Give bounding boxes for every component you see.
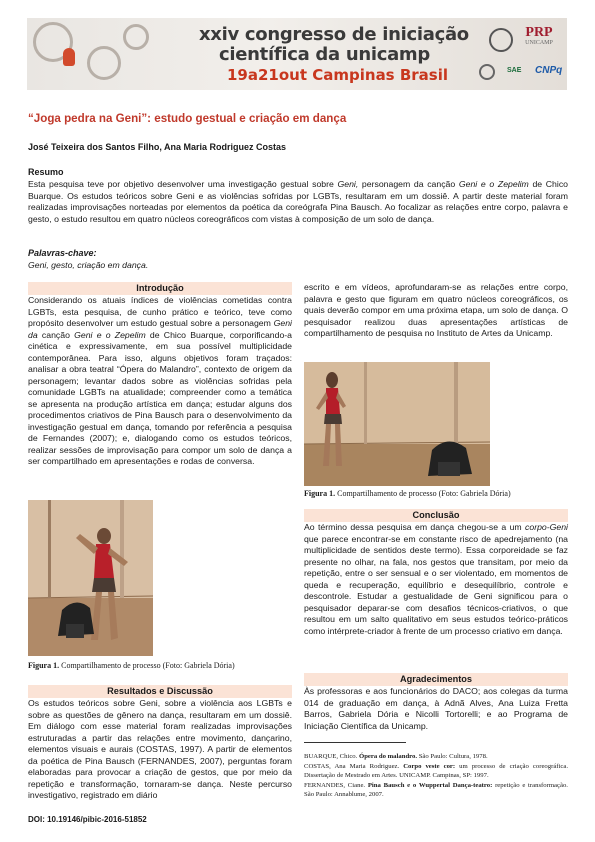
conclusion-heading: Conclusão (304, 509, 568, 522)
figure-caption-left (28, 661, 298, 670)
sae-logo: SAE (507, 67, 522, 74)
prp-logo-sub: UNICAMP (525, 40, 553, 46)
keywords-text: Geni, gesto, criação em dança. (28, 260, 149, 270)
dancer-photo-left (28, 500, 153, 656)
gear-icon (87, 46, 121, 80)
keywords-heading: Palavras-chave: (28, 248, 97, 258)
banner-dates: 19a21out Campinas Brasil (227, 66, 449, 84)
reference-item: BUARQUE, Chico. Ópera do malandro. São Paulo: Cultura, 1978. (304, 753, 488, 760)
reference-item: FERNANDES, Ciane. Pina Bausch e o Wuppertal Dança-teatro: repetição e transformação. São Paulo: Annablume, 2007. (304, 781, 568, 799)
banner-title-line2: científica da unicamp (219, 44, 430, 65)
acknowledgements-heading: Agradecimentos (304, 673, 568, 686)
paper-authors: José Teixeira dos Santos Filho, Ana Maria Rodriguez Costas (28, 142, 287, 152)
figure-caption-text: Compartilhamento de processo (Foto: Gabriela Dória) (335, 489, 511, 498)
congress-banner (27, 18, 567, 90)
abstract-heading: Resumo (28, 167, 64, 177)
figure-caption-right (304, 489, 574, 498)
cnpq-logo: CNPq (535, 65, 563, 76)
introduction-heading: Introdução (28, 282, 292, 295)
doi-footer: DOI: 10.19146/pibic-2016-51852 (28, 815, 147, 824)
results-heading: Resultados e Discussão (28, 685, 292, 698)
figure-label: Figura 1. (28, 661, 60, 670)
prp-logo (520, 26, 558, 58)
results-text: Os estudos teóricos sobre Geni, sobre a violência aos LGBTs e sobre as questões de gênero na dança, resultaram em um dossiê. Em diálogo com esse material foram realizadas improvisações estruturadas a partir das relações entre movimento, dançarino, elementos visuais e aurais (COSTAS, 1997). A partir de elementos da poética de Pina Bausch (FERNANDES, 2007), perguntas foram elaboradas para provocar a criação de gestos, que por meio da repetição e transformação, tornaram-se dança. Neste percurso investigativo, registrado em diário (28, 698, 292, 800)
reference-item: COSTAS, Ana Maria Rodriguez. Corpo veste cor: um processo de criação coreográfica. Dissertação de Mestrado em Artes. UNICAMP. Campinas, SP: 1997. (304, 762, 568, 780)
abstract-text: Esta pesquisa teve por objetivo desenvolver uma investigação gestual sobre Geni, personagem da canção Geni e o Zepelim de Chico Buarque. Os estudos teóricos sobre Geni e as violências sofridas por LGBTs, resultaram em um dossiê. A partir deste material foram realizadas improvisações norteadas por elementos da poética da coreógrafa Pina Bausch. Ao focalizar as relações entre corpo, palavra e gesto, o estudo resultou em quatro núcleos coreográficos com vistas à composição de um solo de dança. (28, 179, 568, 224)
results-continued-text: escrito e em vídeos, aprofundaram-se as relações entre corpo, palavra e gesto que figuram em quatro núcleos coreográficos, os quais deverão compor em uma próxima etapa, um solo de dança. O pesquisador realizou duas apresentações artísticas de compartilhamento de pesquisa no Instituto de Artes da Unicamp. (304, 282, 568, 338)
lightbulb-icon (63, 48, 75, 66)
prp-logo-text: PRP (525, 25, 553, 40)
gears-illustration (27, 18, 157, 90)
sponsor-logo-icon (479, 64, 495, 80)
gear-icon (123, 24, 149, 50)
introduction-text: Considerando os atuais índices de violências cometidas contra LGBTs, esta pesquisa, de cunho prático e teórico, teve como propósito desenvolver um estudo gestual sobre a personagem Geni da canção Geni e o Zepelim de Chico Buarque, corporificando-a cinética e expressivamente, em sua possível multiplicidade contemporânea. Para isso, alguns objetivos foram traçados: analisar a obra teatral “Ópera do Malandro”, contexto de origem da personagem; levantar dados sobre as violências sofridas pela comunidade LGBTs na atualidade; compreender como a temática se apresenta na produção artística em dança; estudar alguns dos procedimentos criativos de Pina Bausch para o desenvolvimento da investigação gestual em dança, tomando por referência a pesquisa de Fernandes (2007); e, dialogando como os estudos teóricos, realizar sessões de improvisação para compor um solo de dança a ser compartilhado em apresentações e rodas de conversa. (28, 295, 292, 466)
figure-label: Figura 1. (304, 489, 336, 498)
banner-title-line1: xxiv congresso de iniciação (199, 24, 469, 45)
references-divider (304, 742, 406, 743)
paper-title: “Joga pedra na Geni”: estudo gestual e criação em dança (28, 112, 347, 125)
acknowledgements-text: Às professoras e aos funcionários do DACO; aos colegas da turma 014 de graduação em dança, à Adnã Alves, Ana Luiza Fretta Barros, Gabriela Dória e Nicolli Tortorelli; e ao Programa de Iniciação Científica da Unicamp. (304, 686, 568, 731)
references-list (304, 752, 568, 800)
conclusion-text: Ao término dessa pesquisa em dança chegou-se a um corpo-Geni que parece encontrar-se em constante risco de apedrejamento (na multiplicidade de sentidos deste termo). Essa corporeidade se faz presente no olhar, na fala, nos gestos que transitam, por meio da repetição, entre o ser sensual e o ser violentado, em momentos de queda e recuperação, equilíbrio e desequilíbrio, controle e descontrole. Estudar a gestualidade de Geni significou para o pesquisador deparar-se com desafios técnicos-criativos, o que resultou em um salto qualitativo em seus estudos teórico-práticos como intérprete-criador à frente de um processo criativo em dança. (304, 522, 568, 636)
dancer-photo-right (304, 362, 490, 486)
figure-caption-text: Compartilhamento de processo (Foto: Gabriela Dória) (59, 661, 235, 670)
unicamp-seal-icon (489, 28, 513, 52)
